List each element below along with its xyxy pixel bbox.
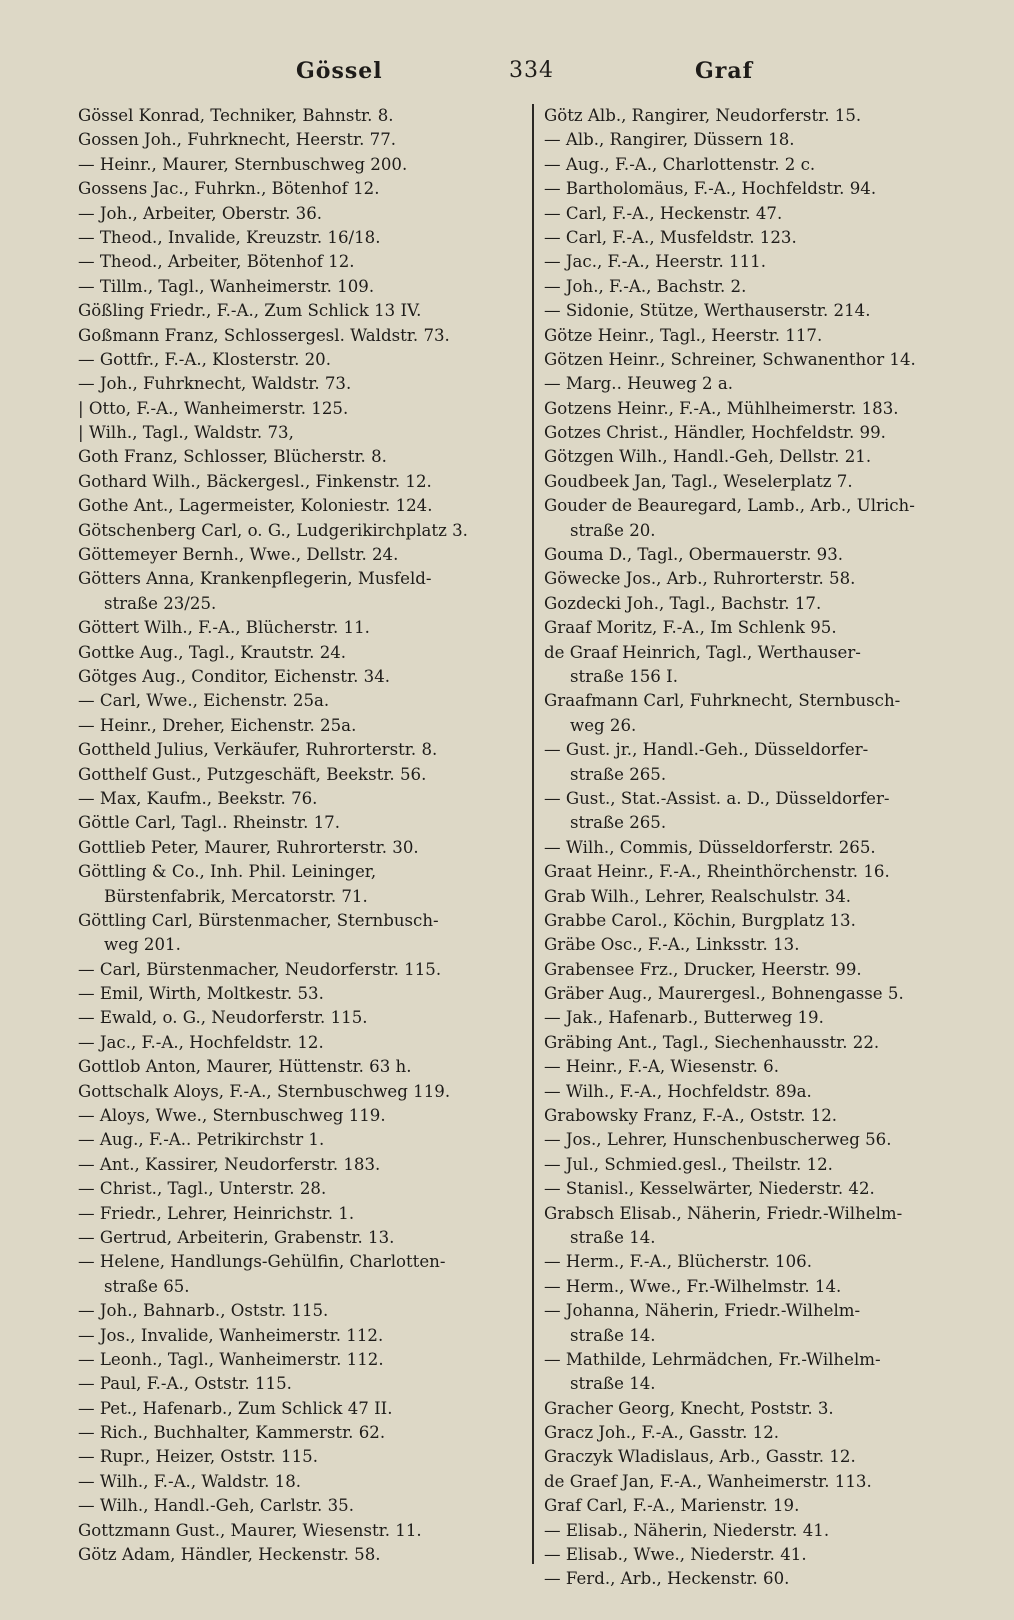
directory-entry: — Carl, Bürstenmacher, Neudorferstr. 115. — [78, 959, 442, 979]
directory-entry: straße 265. — [570, 813, 667, 833]
directory-entry: — Leonh., Tagl., Wanheimerstr. 112. — [78, 1349, 384, 1369]
directory-entry: Götze Heinr., Tagl., Heerstr. 117. — [544, 325, 823, 345]
directory-entry: — Helene, Handlungs-Gehülfin, Charlotten- — [78, 1252, 446, 1272]
directory-entry: — Joh., Bahnarb., Oststr. 115. — [78, 1301, 329, 1321]
directory-entry: Graczyk Wladislaus, Arb., Gasstr. 12. — [544, 1447, 856, 1467]
directory-entry: — Rich., Buchhalter, Kammerstr. 62. — [78, 1423, 386, 1443]
directory-entry: — Rupr., Heizer, Oststr. 115. — [78, 1447, 318, 1467]
header-left: Gössel — [296, 58, 383, 84]
directory-entry: — Carl, F.-A., Heckenstr. 47. — [544, 203, 783, 223]
directory-entry: Gössel Konrad, Techniker, Bahnstr. 8. — [78, 106, 394, 125]
page-number: 334 — [509, 58, 554, 83]
directory-entry: straße 23/25. — [104, 593, 217, 613]
directory-entry: — Heinr., F.-A, Wiesenstr. 6. — [544, 1057, 780, 1077]
directory-entry: Gothard Wilh., Bäckergesl., Finkenstr. 12. — [78, 471, 432, 491]
directory-entry: Graaf Moritz, F.-A., Im Schlenk 95. — [544, 618, 837, 638]
directory-entry: Göttling & Co., Inh. Phil. Leininger, — [78, 862, 377, 882]
directory-entry: — Jac., F.-A., Hochfeldstr. 12. — [78, 1032, 324, 1052]
directory-entry: Göttle Carl, Tagl.. Rheinstr. 17. — [78, 813, 341, 833]
directory-entry: Graat Heinr., F.-A., Rheinthörchenstr. 16. — [544, 862, 890, 882]
directory-entry: — Gertrud, Arbeiterin, Grabenstr. 13. — [78, 1227, 395, 1247]
directory-entry: — Elisab., Wwe., Niederstr. 41. — [544, 1545, 807, 1565]
directory-entry: — Jac., F.-A., Heerstr. 111. — [544, 252, 766, 272]
directory-entry: — Wilh., Commis, Düsseldorferstr. 265. — [544, 837, 876, 857]
directory-entry: — Marg.. Heuweg 2 a. — [544, 374, 734, 394]
directory-entry: | Otto, F.-A., Wanheimerstr. 125. — [78, 398, 349, 418]
directory-entry: — Jak., Hafenarb., Butterweg 19. — [544, 1008, 824, 1028]
directory-entry: Göttling Carl, Bürstenmacher, Sternbusch- — [78, 910, 439, 930]
directory-entry: Grabsch Elisab., Näherin, Friedr.-Wilhelm- — [544, 1203, 903, 1223]
directory-entry: Grabbe Carol., Köchin, Burgplatz 13. — [544, 910, 856, 930]
directory-entry: — Aloys, Wwe., Sternbuschweg 119. — [78, 1106, 386, 1126]
directory-entry: Bürstenfabrik, Mercatorstr. 71. — [104, 886, 368, 906]
left-column — [78, 104, 508, 1567]
header-right: Graf — [695, 58, 754, 84]
directory-entry: — Ewald, o. G., Neudorferstr. 115. — [78, 1008, 368, 1028]
directory-entry: — Sidonie, Stütze, Werthauserstr. 214. — [544, 301, 871, 321]
directory-entry: — Theod., Arbeiter, Bötenhof 12. — [78, 252, 355, 272]
directory-entry: — Christ., Tagl., Unterstr. 28. — [78, 1179, 327, 1199]
directory-entry: Göttemeyer Bernh., Wwe., Dellstr. 24. — [78, 545, 399, 565]
directory-entry: Gottke Aug., Tagl., Krautstr. 24. — [78, 642, 347, 662]
directory-entry: Gottlieb Peter, Maurer, Ruhrorterstr. 30. — [78, 837, 419, 857]
directory-entry: Götzgen Wilh., Handl.-Geh, Dellstr. 21. — [544, 447, 872, 467]
directory-entry: — Theod., Invalide, Kreuzstr. 16/18. — [78, 227, 381, 247]
directory-entry: — Carl, F.-A., Musfeldstr. 123. — [544, 227, 797, 247]
directory-entry: Gozdecki Joh., Tagl., Bachstr. 17. — [544, 593, 822, 613]
directory-entry: — Stanisl., Kesselwärter, Niederstr. 42. — [544, 1179, 875, 1199]
directory-entry: Gottheld Julius, Verkäufer, Ruhrorterstr. 8. — [78, 740, 438, 760]
directory-entry: Götters Anna, Krankenpflegerin, Musfeld- — [78, 569, 432, 589]
directory-entry: — Bartholomäus, F.-A., Hochfeldstr. 94. — [544, 179, 877, 199]
directory-entry: Goudbeek Jan, Tagl., Weselerplatz 7. — [544, 471, 853, 491]
directory-entry: — Mathilde, Lehrmädchen, Fr.-Wilhelm- — [544, 1349, 881, 1369]
directory-entry: — Herm., F.-A., Blücherstr. 106. — [544, 1252, 812, 1272]
directory-entry: Göwecke Jos., Arb., Ruhrorterstr. 58. — [544, 569, 856, 589]
directory-entry: — Friedr., Lehrer, Heinrichstr. 1. — [78, 1203, 355, 1223]
directory-entry: — Heinr., Dreher, Eichenstr. 25a. — [78, 715, 357, 735]
directory-entry: Gossen Joh., Fuhrknecht, Heerstr. 77. — [78, 130, 397, 150]
directory-entry: — Elisab., Näherin, Niederstr. 41. — [544, 1520, 830, 1540]
directory-entry: Gotthelf Gust., Putzgeschäft, Beekstr. 56. — [78, 764, 427, 784]
directory-entry: straße 14. — [570, 1325, 656, 1345]
directory-entry: straße 14. — [570, 1227, 656, 1247]
directory-entry: — Max, Kaufm., Beekstr. 76. — [78, 788, 318, 808]
directory-entry: Gothe Ant., Lagermeister, Koloniestr. 124. — [78, 496, 433, 516]
directory-entry: — Tillm., Tagl., Wanheimerstr. 109. — [78, 276, 375, 296]
directory-entry: — Ferd., Arb., Heckenstr. 60. — [544, 1569, 790, 1589]
directory-entry: Götges Aug., Conditor, Eichenstr. 34. — [78, 666, 391, 686]
directory-entry: — Carl, Wwe., Eichenstr. 25a. — [78, 691, 330, 711]
directory-entry: Graafmann Carl, Fuhrknecht, Sternbusch- — [544, 691, 901, 711]
directory-entry: de Graef Jan, F.-A., Wanheimerstr. 113. — [544, 1471, 872, 1491]
directory-entry: Gracher Georg, Knecht, Poststr. 3. — [544, 1398, 834, 1418]
directory-entry: — Pet., Hafenarb., Zum Schlick 47 II. — [78, 1398, 393, 1418]
directory-entry: — Joh., Arbeiter, Oberstr. 36. — [78, 203, 323, 223]
directory-entry: Göttert Wilh., F.-A., Blücherstr. 11. — [78, 618, 370, 638]
directory-entry: Gossens Jac., Fuhrkn., Bötenhof 12. — [78, 179, 380, 199]
directory-entry: Gottzmann Gust., Maurer, Wiesenstr. 11. — [78, 1520, 422, 1540]
directory-entry: Goßmann Franz, Schlossergesl. Waldstr. 73. — [78, 325, 450, 345]
directory-entry: straße 20. — [570, 520, 656, 540]
directory-entry: — Johanna, Näherin, Friedr.-Wilhelm- — [544, 1301, 861, 1321]
directory-entry: Gotzens Heinr., F.-A., Mühlheimerstr. 183. — [544, 398, 899, 418]
directory-entry: — Heinr., Maurer, Sternbuschweg 200. — [78, 154, 408, 174]
directory-entry: — Paul, F.-A., Oststr. 115. — [78, 1374, 292, 1394]
directory-entry: Gotzes Christ., Händler, Hochfeldstr. 99. — [544, 423, 886, 443]
directory-entry: — Aug., F.-A.. Petrikirchstr 1. — [78, 1130, 325, 1150]
directory-entry: — Joh., Fuhrknecht, Waldstr. 73. — [78, 374, 352, 394]
directory-entry: Goth Franz, Schlosser, Blücherstr. 8. — [78, 447, 387, 467]
directory-entry: Götz Alb., Rangirer, Neudorferstr. 15. — [544, 106, 862, 125]
directory-entry: Grabowsky Franz, F.-A., Oststr. 12. — [544, 1106, 838, 1126]
directory-entry: — Jos., Lehrer, Hunschenbuscherweg 56. — [544, 1130, 892, 1150]
directory-entry: Götzen Heinr., Schreiner, Schwanenthor 14. — [544, 349, 916, 369]
directory-entry: Götschenberg Carl, o. G., Ludgerikirchplatz 3. — [78, 520, 468, 540]
directory-entry: straße 265. — [570, 764, 667, 784]
directory-entry: Graf Carl, F.-A., Marienstr. 19. — [544, 1496, 800, 1516]
directory-entry: Gößling Friedr., F.-A., Zum Schlick 13 IV. — [78, 301, 422, 321]
directory-entry: — Ant., Kassirer, Neudorferstr. 183. — [78, 1154, 381, 1174]
right-column — [544, 104, 982, 1592]
directory-entry: — Wilh., F.-A., Waldstr. 18. — [78, 1471, 302, 1491]
directory-entry: — Gust., Stat.-Assist. a. D., Düsseldorfer- — [544, 788, 890, 808]
directory-entry: — Wilh., F.-A., Hochfeldstr. 89a. — [544, 1081, 812, 1101]
directory-entry: — Wilh., Handl.-Geh, Carlstr. 35. — [78, 1496, 354, 1516]
directory-entry: weg 201. — [104, 935, 181, 955]
directory-entry: — Aug., F.-A., Charlottenstr. 2 c. — [544, 154, 816, 174]
column-divider — [532, 104, 534, 1564]
directory-entry: Gouder de Beauregard, Lamb., Arb., Ulrich- — [544, 496, 915, 516]
directory-entry: straße 156 I. — [570, 666, 678, 686]
directory-entry: straße 65. — [104, 1276, 190, 1296]
directory-entry: — Alb., Rangirer, Düssern 18. — [544, 130, 795, 150]
directory-entry: | Wilh., Tagl., Waldstr. 73, — [78, 423, 294, 443]
directory-entry: Gracz Joh., F.-A., Gasstr. 12. — [544, 1423, 780, 1443]
directory-entry: Gräbe Osc., F.-A., Linksstr. 13. — [544, 935, 800, 955]
directory-entry: — Gust. jr., Handl.-Geh., Düsseldorfer- — [544, 740, 869, 760]
directory-entry: Gottlob Anton, Maurer, Hüttenstr. 63 h. — [78, 1057, 412, 1077]
directory-entry: — Jul., Schmied.gesl., Theilstr. 12. — [544, 1154, 833, 1174]
directory-entry: Gottschalk Aloys, F.-A., Sternbuschweg 119. — [78, 1081, 451, 1101]
directory-entry: — Herm., Wwe., Fr.-Wilhelmstr. 14. — [544, 1276, 842, 1296]
directory-entry: — Joh., F.-A., Bachstr. 2. — [544, 276, 747, 296]
directory-entry: Gräber Aug., Maurergesl., Bohnengasse 5. — [544, 984, 904, 1004]
directory-entry: Grabensee Frz., Drucker, Heerstr. 99. — [544, 959, 862, 979]
directory-entry: de Graaf Heinrich, Tagl., Werthauser- — [544, 642, 861, 662]
directory-entry: weg 26. — [570, 715, 637, 735]
directory-entry: Grab Wilh., Lehrer, Realschulstr. 34. — [544, 886, 852, 906]
directory-entry: — Emil, Wirth, Moltkestr. 53. — [78, 984, 324, 1004]
directory-entry: — Gottfr., F.-A., Klosterstr. 20. — [78, 349, 332, 369]
directory-entry: straße 14. — [570, 1374, 656, 1394]
directory-entry: Götz Adam, Händler, Heckenstr. 58. — [78, 1545, 381, 1565]
directory-entry: Gräbing Ant., Tagl., Siechenhausstr. 22. — [544, 1032, 880, 1052]
directory-entry: — Jos., Invalide, Wanheimerstr. 112. — [78, 1325, 384, 1345]
directory-entry: Gouma D., Tagl., Obermauerstr. 93. — [544, 545, 844, 565]
